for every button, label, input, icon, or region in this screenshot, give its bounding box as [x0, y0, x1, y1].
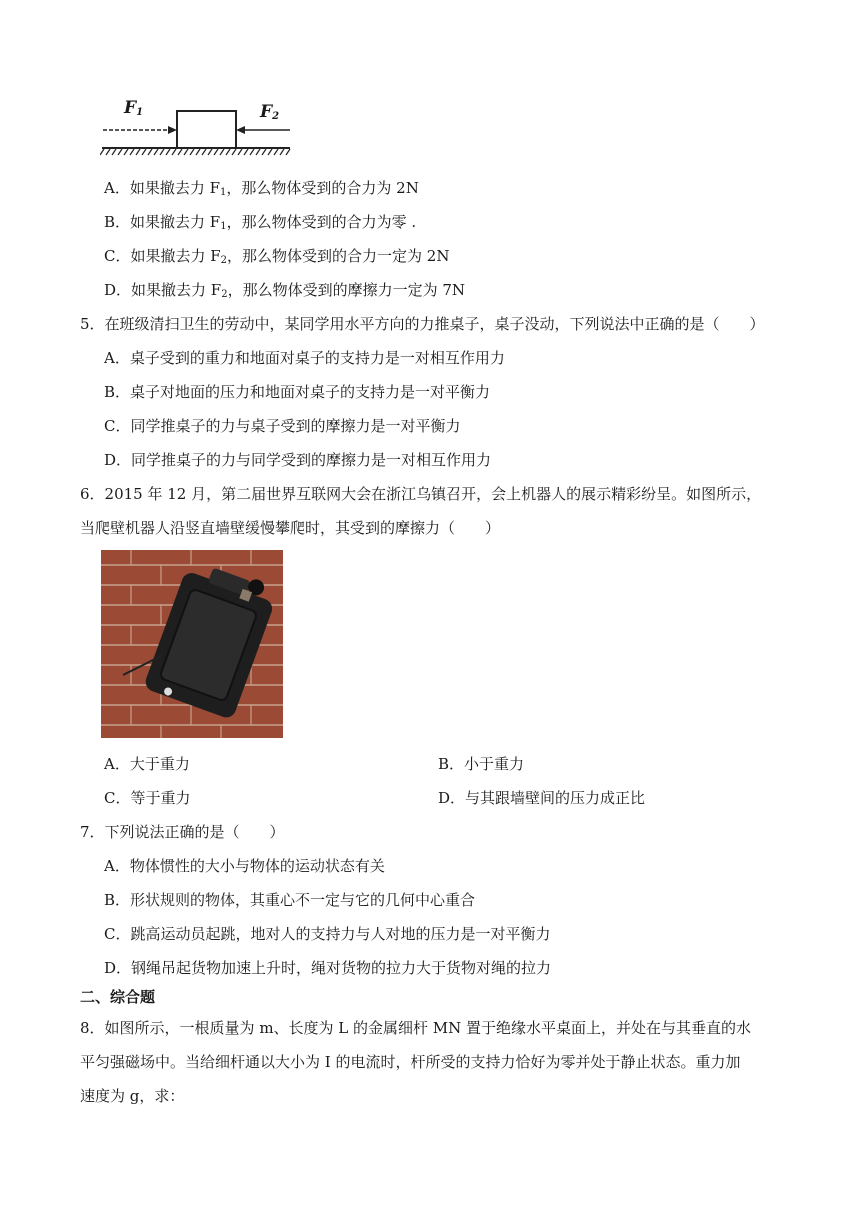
- q5-option-d: D．同学推桌子的力与同学受到的摩擦力是一对相互作用力: [104, 451, 492, 469]
- q4-option-b: B．如果撤去力 $F_1$，那么物体受到的合力为零 .: [104, 213, 417, 232]
- f1-subscript: 1: [136, 107, 144, 118]
- wall-climbing-robot-photo: [101, 550, 283, 738]
- q7-option-a: A．物体惯性的大小与物体的运动状态有关: [104, 857, 385, 875]
- q4-option-d: D．如果撤去力 $F_2$，那么物体受到的摩擦力一定为 7N: [104, 281, 466, 300]
- q6-stem-line2: 当爬壁机器人沿竖直墙壁缓慢攀爬时，其受到的摩擦力（ ）: [80, 519, 501, 537]
- f2-letter: F: [260, 102, 273, 122]
- q6-option-c: C．等于重力: [104, 789, 191, 807]
- q6-option-a: A．大于重力: [104, 755, 190, 773]
- q5-option-a: A．桌子受到的重力和地面对桌子的支持力是一对相互作用力: [104, 349, 505, 367]
- q5-option-c: C．同学推桌子的力与桌子受到的摩擦力是一对平衡力: [104, 417, 461, 435]
- q7-option-c: C．跳高运动员起跳，地对人的支持力与人对地的压力是一对平衡力: [104, 925, 551, 943]
- q8-line3: 速度为 g，求：: [80, 1087, 185, 1105]
- q4-option-a: A．如果撤去力 $F_1$，那么物体受到的合力为 2N: [104, 179, 419, 198]
- q7-stem: 7．下列说法正确的是（ ）: [80, 823, 285, 841]
- f1-label: [124, 98, 143, 118]
- q6-option-d: D．与其跟墙壁间的压力成正比: [438, 789, 646, 807]
- q8-line2: 平匀强磁场中。当给细杆通以大小为 I 的电流时，杆所受的支持力恰好为零并处于静止状态。重力加: [80, 1053, 741, 1071]
- q5-stem: 5．在班级清扫卫生的劳动中，某同学用水平方向的力推桌子，桌子没动，下列说法中正确的是（ ）: [80, 315, 765, 333]
- f2-subscript: 2: [272, 111, 280, 122]
- q8-line1: 8．如图所示，一根质量为 m、长度为 L 的金属细杆 MN 置于绝缘水平桌面上，并处在与其垂直的水: [80, 1019, 752, 1037]
- q7-option-d: D．钢绳吊起货物加速上升时，绳对货物的拉力大于货物对绳的拉力: [104, 959, 552, 977]
- f2-label: [260, 102, 279, 122]
- q4-option-c: C．如果撤去力 $F_2$，那么物体受到的合力一定为 2N: [104, 247, 450, 266]
- q5-option-b: B．桌子对地面的压力和地面对桌子的支持力是一对平衡力: [104, 383, 491, 401]
- q6-stem-line1: 6．2015 年 12 月，第二届世界互联网大会在浙江乌镇召开，会上机器人的展示精彩纷呈。如图所示，: [80, 485, 762, 503]
- section-title: 二、综合题: [80, 988, 156, 1006]
- f1-letter: F: [124, 98, 137, 118]
- q6-option-b: B．小于重力: [438, 755, 525, 773]
- force-diagram-figure: [100, 92, 295, 158]
- q7-option-b: B．形状规则的物体，其重心不一定与它的几何中心重合: [104, 891, 476, 909]
